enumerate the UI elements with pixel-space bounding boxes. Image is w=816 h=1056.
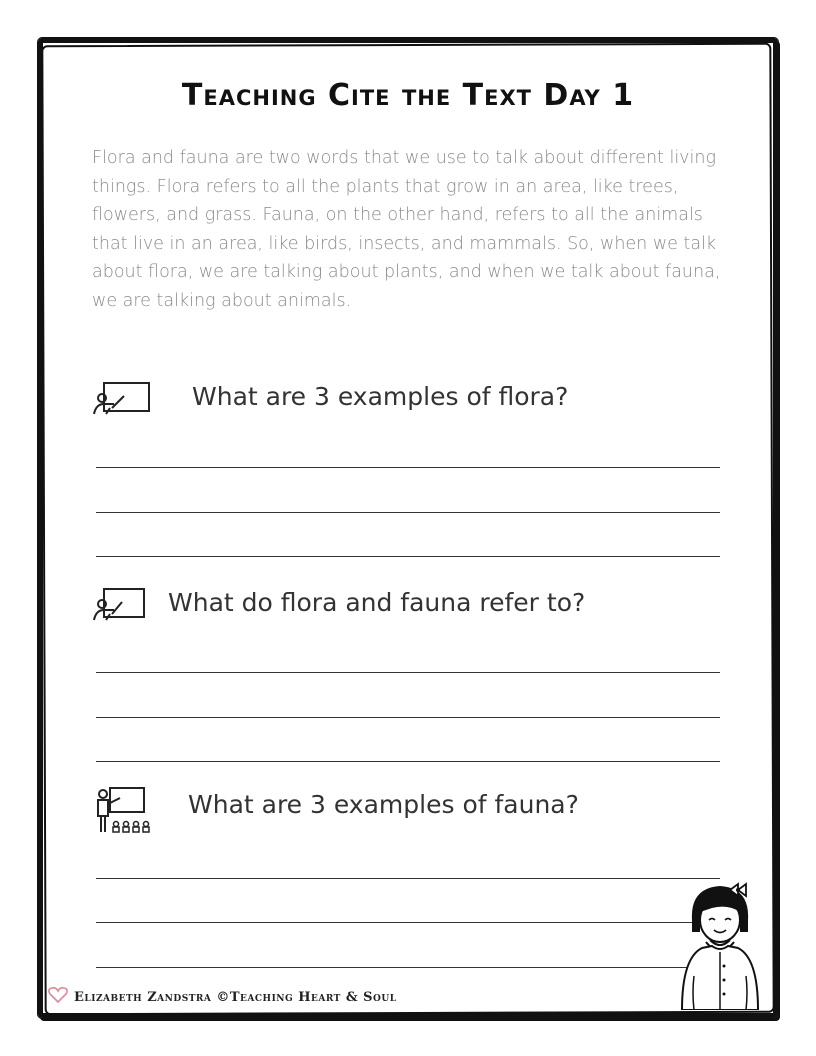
- question-1: [92, 378, 732, 428]
- teacher-board-icon: [92, 584, 152, 628]
- answer-line[interactable]: [96, 717, 720, 718]
- answer-line[interactable]: [96, 467, 720, 468]
- answer-line[interactable]: [96, 922, 720, 923]
- reading-passage: Flora and fauna are two words that we use to talk about different living things. Flora refers to all the plants that grow in an area, like trees, flowers, and grass. Fauna, on the other hand, refers to all the animals that live in an area, like birds, insects, and mammals. So, when we talk about flora, we are talking about plants, and when we talk about fauna, we are talking about animals.: [92, 148, 721, 311]
- answer-line[interactable]: [96, 878, 720, 879]
- answer-line[interactable]: [96, 672, 720, 673]
- question-3: [92, 786, 732, 836]
- answer-line[interactable]: [96, 967, 720, 968]
- answer-line[interactable]: [96, 761, 720, 762]
- question-2: [92, 584, 732, 634]
- footer-credit: [48, 986, 397, 1008]
- worksheet-title: Teaching Cite the Text Day 1: [181, 78, 635, 113]
- answer-line[interactable]: [96, 556, 720, 557]
- teacher-illustration: [672, 880, 768, 1014]
- heart-icon: [48, 987, 68, 1007]
- teacher-class-icon: [92, 786, 152, 840]
- teacher-board-icon: [92, 378, 152, 422]
- question-1-text: What are 3 examples of flora?: [192, 382, 569, 411]
- question-3-text: What are 3 examples of fauna?: [188, 790, 579, 819]
- question-2-text: What do flora and fauna refer to?: [168, 588, 586, 617]
- answer-line[interactable]: [96, 512, 720, 513]
- footer-text: Elizabeth Zandstra ©Teaching Heart & Soul: [74, 989, 397, 1005]
